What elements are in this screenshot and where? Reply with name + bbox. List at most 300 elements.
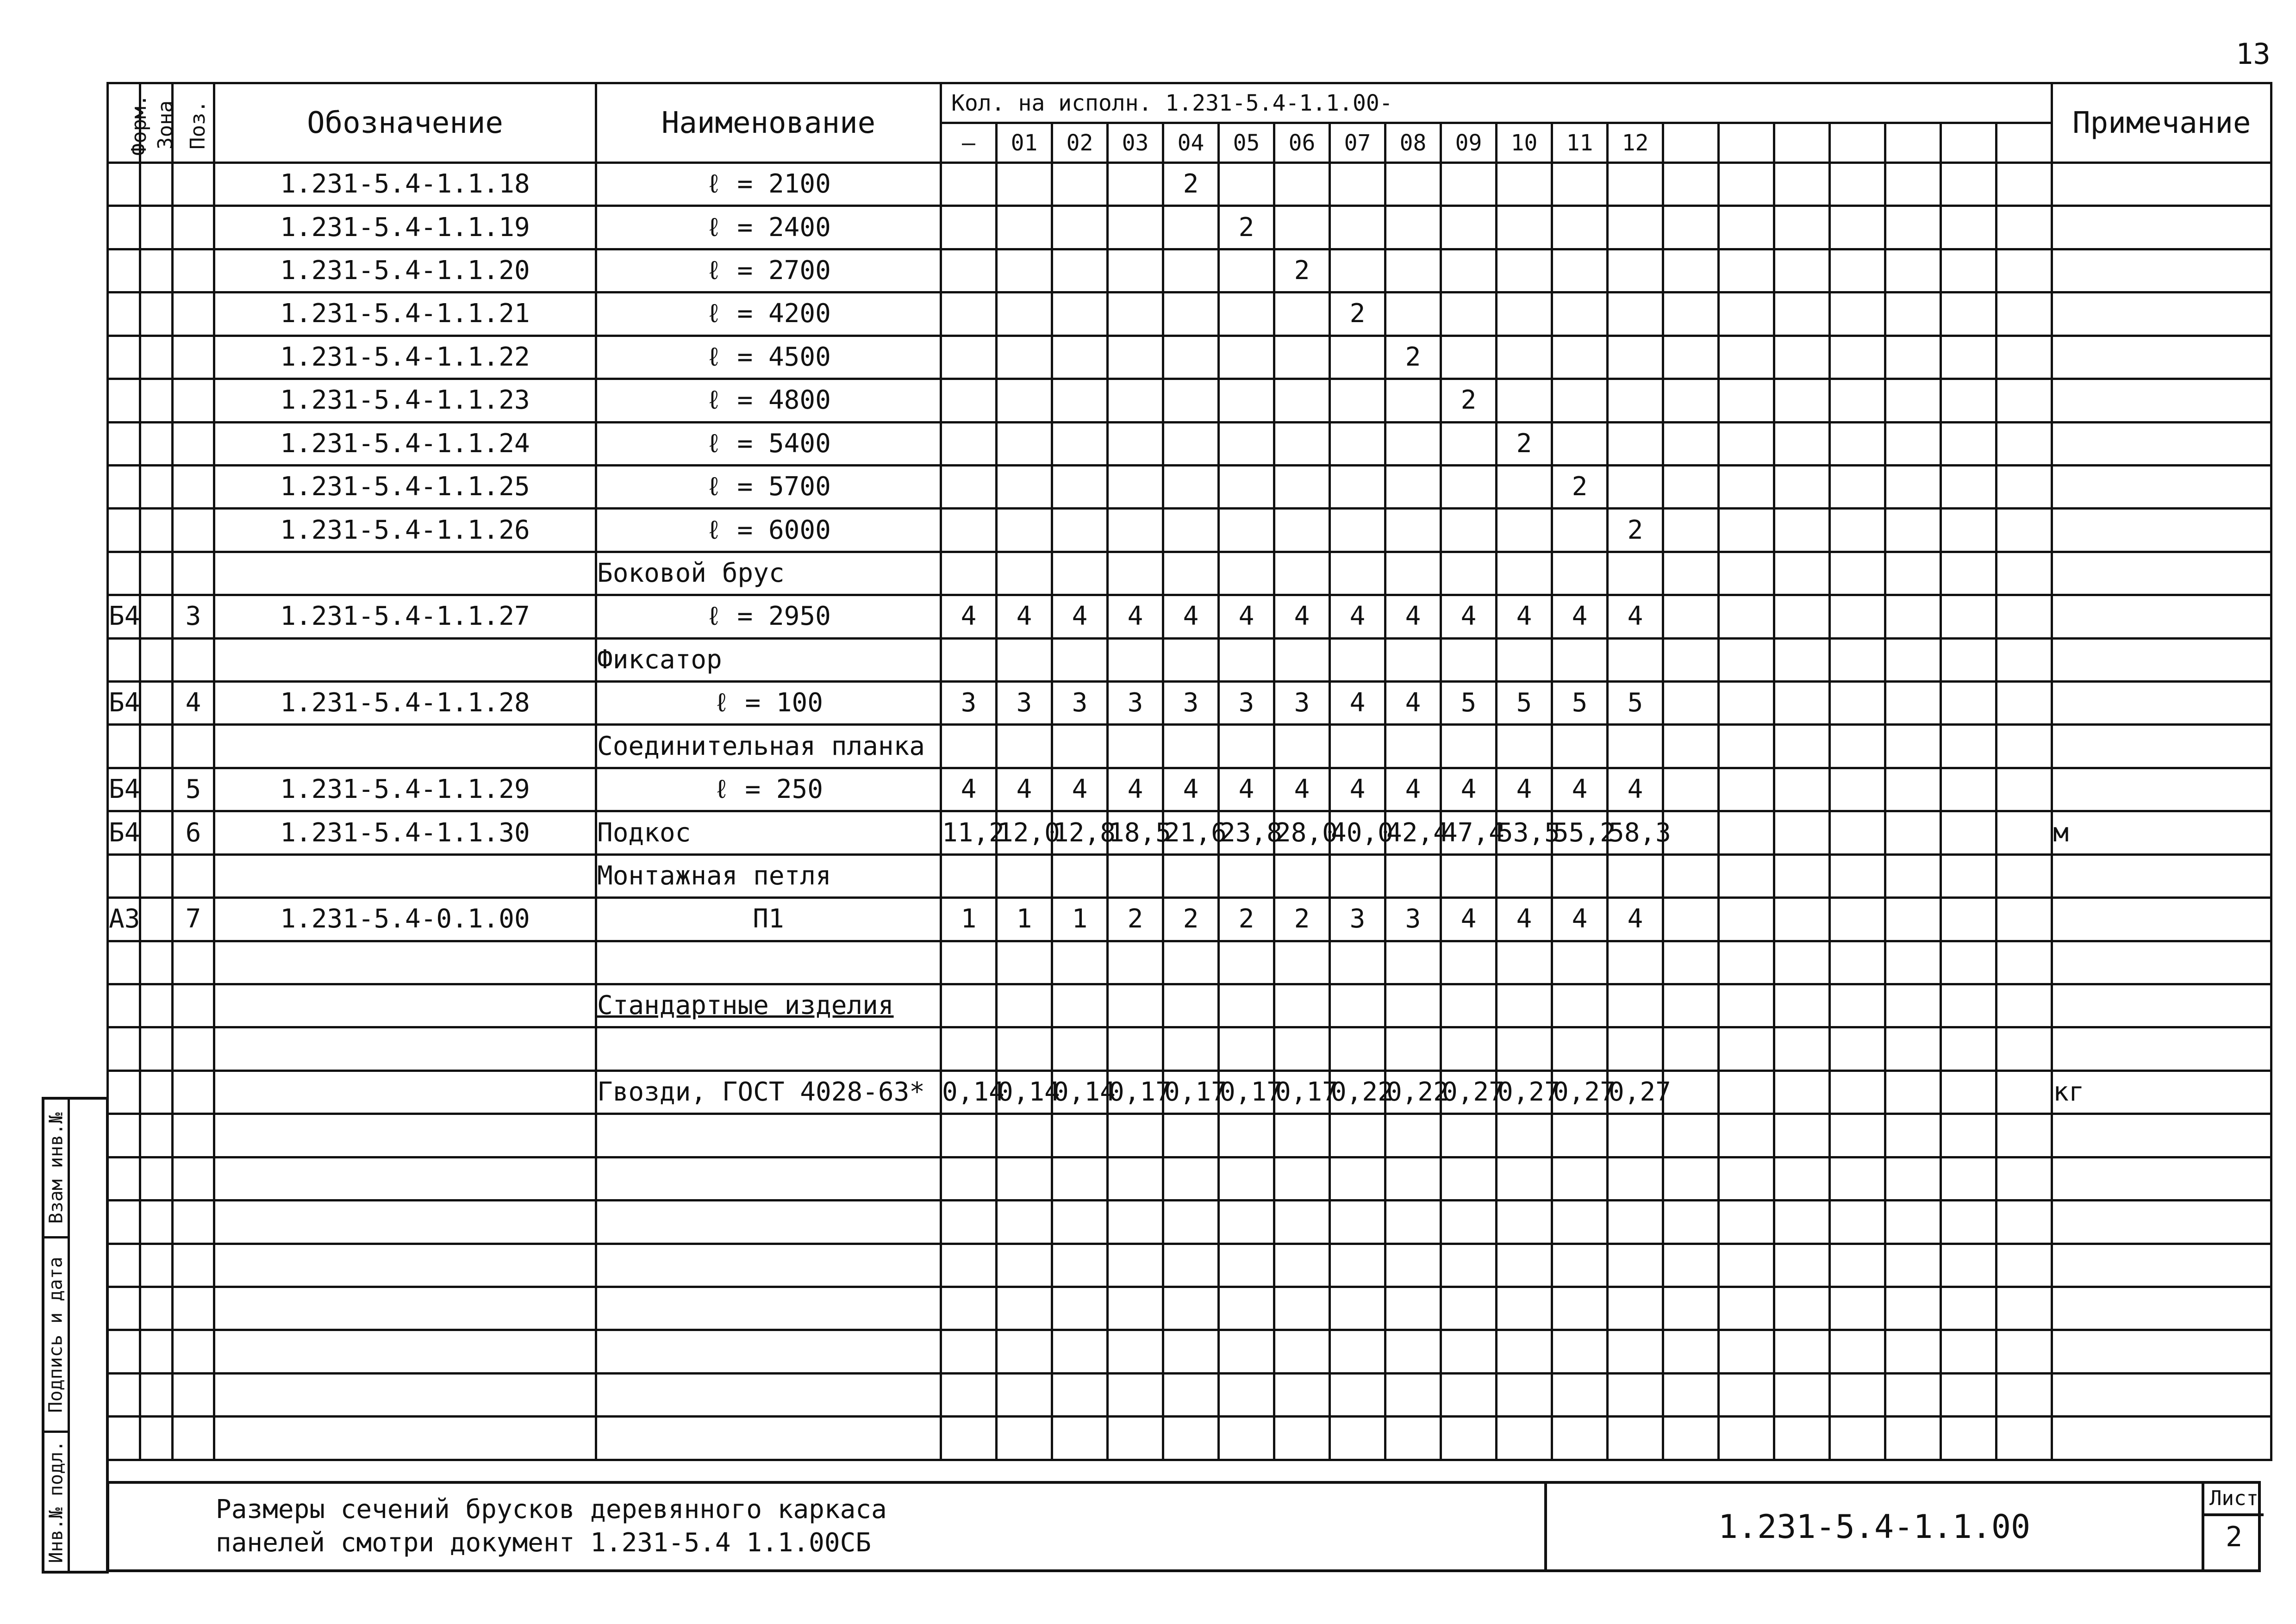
row-qty-cell (1052, 552, 1108, 595)
row-qty-cell (1163, 465, 1219, 508)
row-qty-cell (1830, 379, 1885, 422)
row-qty-cell (1219, 552, 1274, 595)
row-pos: 5 (173, 768, 214, 811)
row-qty-cell (1385, 1244, 1441, 1287)
title-block (106, 1481, 2261, 1572)
row-qty-cell (1497, 379, 1552, 422)
row-qty-cell (1441, 638, 1497, 681)
row-qty-cell (1663, 1070, 1719, 1114)
row-qty-cell (1552, 206, 1608, 249)
row-qty-cell (1608, 1244, 1663, 1287)
row-qty-cell (1163, 1244, 1219, 1287)
row-qty-cell (1885, 292, 1941, 336)
row-qty-cell (1774, 1330, 1830, 1373)
variant-header-cell: 02 (1052, 123, 1108, 163)
row-qty-cell (1830, 1027, 1885, 1070)
row-qty-cell (1997, 336, 2052, 379)
row-qty-cell (1663, 552, 1719, 595)
row-name: ℓ = 2100 (596, 163, 941, 206)
row-qty-cell (1108, 638, 1163, 681)
row-qty-cell (1219, 638, 1274, 681)
row-qty-cell: 47,4 (1441, 811, 1497, 854)
row-designation (214, 1417, 596, 1460)
row-qty-cell (1608, 465, 1663, 508)
row-qty-cell: 4 (1441, 595, 1497, 638)
row-pos (173, 1244, 214, 1287)
row-qty-cell (997, 1417, 1052, 1460)
row-pos: 4 (173, 682, 214, 725)
row-form (108, 163, 140, 206)
row-qty-cell (1108, 1287, 1163, 1330)
row-qty-cell (1941, 552, 1997, 595)
row-qty-cell: 4 (1219, 595, 1274, 638)
row-qty-cell (1108, 206, 1163, 249)
row-qty-cell (1385, 379, 1441, 422)
row-qty-cell (1608, 422, 1663, 465)
row-form (108, 1201, 140, 1244)
row-qty-cell (1719, 1027, 1774, 1070)
row-form (108, 984, 140, 1027)
sheet-label: Лист (2204, 1484, 2264, 1516)
row-qty-cell (1552, 638, 1608, 681)
header-designation: Обозначение (214, 83, 596, 163)
row-qty-cell (1719, 379, 1774, 422)
row-qty-cell (1774, 1417, 1830, 1460)
table-row (108, 854, 2271, 897)
row-note (2052, 638, 2271, 681)
row-qty-cell (1052, 941, 1108, 984)
row-qty-cell: 4 (941, 595, 997, 638)
row-qty-cell (1330, 1157, 1385, 1200)
row-form (108, 1027, 140, 1070)
table-row (108, 163, 2271, 206)
row-qty-cell (1552, 1287, 1608, 1330)
row-pos (173, 725, 214, 768)
row-qty-cell (1497, 1027, 1552, 1070)
table-row (108, 1330, 2271, 1373)
row-qty-cell (1163, 1330, 1219, 1373)
row-qty-cell (1885, 1417, 1941, 1460)
row-note (2052, 163, 2271, 206)
row-qty-cell (1941, 1330, 1997, 1373)
row-qty-cell (1719, 206, 1774, 249)
row-qty-cell (1441, 1330, 1497, 1373)
row-qty-cell (1997, 422, 2052, 465)
table-row (108, 509, 2271, 552)
row-note (2052, 509, 2271, 552)
row-qty-cell (997, 465, 1052, 508)
row-pos (173, 638, 214, 681)
row-qty-cell (997, 422, 1052, 465)
row-designation: 1.231-5.4-1.1.20 (214, 249, 596, 292)
row-qty-cell (1719, 984, 1774, 1027)
row-qty-cell: 5 (1608, 682, 1663, 725)
row-qty-cell (941, 1373, 997, 1416)
row-qty-cell (1163, 292, 1219, 336)
row-name: П1 (596, 898, 941, 941)
row-qty-cell (1219, 1417, 1274, 1460)
row-qty-cell: 0,17 (1163, 1070, 1219, 1114)
row-qty-cell (1108, 854, 1163, 897)
row-zone (140, 465, 173, 508)
row-qty-cell (1774, 1114, 1830, 1157)
row-qty-cell (997, 941, 1052, 984)
row-qty-cell (1830, 1373, 1885, 1416)
table-row (108, 1201, 2271, 1244)
row-qty-cell (1719, 1157, 1774, 1200)
row-qty-cell: 2 (1219, 898, 1274, 941)
row-qty-cell (1274, 725, 1330, 768)
row-qty-cell (1941, 336, 1997, 379)
row-qty-cell: 3 (1274, 682, 1330, 725)
row-qty-cell (1941, 638, 1997, 681)
row-note (2052, 1373, 2271, 1416)
row-qty-cell (1941, 1201, 1997, 1244)
row-qty-cell (1497, 465, 1552, 508)
row-name: ℓ = 4200 (596, 292, 941, 336)
row-qty-cell (1830, 1157, 1885, 1200)
row-qty-cell (1385, 1027, 1441, 1070)
row-qty-cell (1997, 638, 2052, 681)
row-name (596, 1244, 941, 1287)
table-row (108, 336, 2271, 379)
row-qty-cell (997, 336, 1052, 379)
row-qty-cell (1552, 1027, 1608, 1070)
row-note (2052, 552, 2271, 595)
row-qty-cell (1274, 336, 1330, 379)
row-qty-cell (1330, 854, 1385, 897)
row-qty-cell (1330, 422, 1385, 465)
row-qty-cell (941, 1114, 997, 1157)
row-qty-cell (1163, 1417, 1219, 1460)
row-qty-cell (1830, 1330, 1885, 1373)
row-qty-cell (1997, 509, 2052, 552)
row-qty-cell (1885, 595, 1941, 638)
row-qty-cell (1830, 768, 1885, 811)
row-qty-cell: 2 (1219, 206, 1274, 249)
row-designation: 1.231-5.4-1.1.23 (214, 379, 596, 422)
variant-header-cell: 09 (1441, 123, 1497, 163)
row-qty-cell (1885, 1287, 1941, 1330)
row-pos (173, 1070, 214, 1114)
row-qty-cell (1997, 811, 2052, 854)
row-qty-cell (1663, 638, 1719, 681)
row-qty-cell (1719, 854, 1774, 897)
row-designation (214, 1330, 596, 1373)
row-qty-cell (1552, 725, 1608, 768)
row-qty-cell (1719, 292, 1774, 336)
row-zone (140, 336, 173, 379)
row-qty-cell (1885, 984, 1941, 1027)
row-qty-cell (997, 509, 1052, 552)
row-qty-cell: 0,14 (1052, 1070, 1108, 1114)
row-qty-cell (1385, 1157, 1441, 1200)
row-qty-cell (1830, 941, 1885, 984)
row-qty-cell: 0,22 (1385, 1070, 1441, 1114)
row-qty-cell (1719, 941, 1774, 984)
row-qty-cell (997, 379, 1052, 422)
row-qty-cell (1997, 206, 2052, 249)
variant-header-cell (1941, 123, 1997, 163)
row-qty-cell: 3 (1052, 682, 1108, 725)
row-form (108, 1417, 140, 1460)
row-form (108, 422, 140, 465)
row-qty-cell: 5 (1497, 682, 1552, 725)
row-qty-cell (1941, 768, 1997, 811)
row-qty-cell (1219, 422, 1274, 465)
row-note (2052, 336, 2271, 379)
row-qty-cell (1997, 768, 2052, 811)
row-qty-cell (1663, 379, 1719, 422)
header-form-label: Форм. (127, 94, 151, 156)
row-qty-cell: 4 (1219, 768, 1274, 811)
row-zone (140, 163, 173, 206)
table-row (108, 552, 2271, 595)
row-zone (140, 1027, 173, 1070)
row-qty-cell (1274, 1114, 1330, 1157)
row-qty-cell (1941, 249, 1997, 292)
row-designation (214, 1114, 596, 1157)
row-qty-cell: 4 (1608, 595, 1663, 638)
row-qty-cell (1108, 1330, 1163, 1373)
row-qty-cell (1830, 1114, 1885, 1157)
row-qty-cell (1274, 1287, 1330, 1330)
row-qty-cell (1885, 509, 1941, 552)
row-qty-cell: 4 (1608, 898, 1663, 941)
row-qty-cell (1274, 984, 1330, 1027)
row-name: ℓ = 2950 (596, 595, 941, 638)
header-note: Примечание (2052, 83, 2271, 163)
row-qty-cell (1552, 163, 1608, 206)
row-qty-cell (1441, 249, 1497, 292)
table-row (108, 1114, 2271, 1157)
row-qty-cell (1274, 1157, 1330, 1200)
stamp-divider (68, 1100, 70, 1571)
row-qty-cell (1219, 1201, 1274, 1244)
row-name (596, 1201, 941, 1244)
variant-header-cell: 07 (1330, 123, 1385, 163)
row-qty-cell (1163, 379, 1219, 422)
row-qty-cell (1885, 206, 1941, 249)
row-qty-cell: 11,2 (941, 811, 997, 854)
row-qty-cell (1497, 725, 1552, 768)
row-qty-cell (1052, 1417, 1108, 1460)
row-qty-cell: 4 (1552, 595, 1608, 638)
row-qty-cell (1830, 292, 1885, 336)
row-qty-cell (1163, 854, 1219, 897)
row-qty-cell (1497, 206, 1552, 249)
row-zone (140, 422, 173, 465)
row-qty-cell (1108, 163, 1163, 206)
row-name: ℓ = 4800 (596, 379, 941, 422)
row-zone (140, 206, 173, 249)
row-form (108, 249, 140, 292)
variant-header-cell: 06 (1274, 123, 1330, 163)
row-qty-cell (1885, 465, 1941, 508)
row-qty-cell (1219, 1330, 1274, 1373)
row-qty-cell (1274, 422, 1330, 465)
row-qty-cell (941, 422, 997, 465)
row-qty-cell (1719, 1070, 1774, 1114)
row-qty-cell (1663, 1027, 1719, 1070)
row-qty-cell (1219, 379, 1274, 422)
row-qty-cell (1941, 595, 1997, 638)
row-qty-cell: 4 (1330, 682, 1385, 725)
row-qty-cell (1330, 336, 1385, 379)
row-qty-cell (1997, 465, 2052, 508)
row-qty-cell (1497, 1373, 1552, 1416)
row-qty-cell (997, 292, 1052, 336)
row-qty-cell (1774, 984, 1830, 1027)
row-note (2052, 1157, 2271, 1200)
row-zone (140, 292, 173, 336)
row-designation: 1.231-5.4-1.1.25 (214, 465, 596, 508)
row-qty-cell (1830, 725, 1885, 768)
row-qty-cell (1719, 1330, 1774, 1373)
row-form: А3 (108, 898, 140, 941)
row-note (2052, 206, 2271, 249)
row-qty-cell (1608, 1157, 1663, 1200)
row-note (2052, 984, 2271, 1027)
row-zone (140, 509, 173, 552)
row-qty-cell: 4 (1497, 768, 1552, 811)
variant-header-cell: 03 (1108, 123, 1163, 163)
row-qty-cell (1608, 1373, 1663, 1416)
row-qty-cell (1719, 725, 1774, 768)
row-qty-cell (997, 638, 1052, 681)
row-qty-cell (1830, 638, 1885, 681)
row-qty-cell (1830, 1417, 1885, 1460)
table-row (108, 638, 2271, 681)
row-designation: 1.231-5.4-1.1.29 (214, 768, 596, 811)
row-qty-cell (1774, 1157, 1830, 1200)
row-qty-cell (1941, 465, 1997, 508)
row-qty-cell (1941, 509, 1997, 552)
row-qty-cell: 5 (1441, 682, 1497, 725)
row-qty-cell (1885, 163, 1941, 206)
row-qty-cell (1830, 854, 1885, 897)
row-qty-cell (1774, 552, 1830, 595)
row-qty-cell: 2 (1108, 898, 1163, 941)
row-qty-cell (1052, 422, 1108, 465)
row-qty-cell (941, 465, 997, 508)
row-designation: 1.231-5.4-1.1.26 (214, 509, 596, 552)
row-pos (173, 163, 214, 206)
row-qty-cell (1052, 725, 1108, 768)
row-form (108, 552, 140, 595)
row-qty-cell: 0,17 (1274, 1070, 1330, 1114)
row-qty-cell (1441, 1027, 1497, 1070)
row-qty-cell (1052, 163, 1108, 206)
row-qty-cell: 53,5 (1497, 811, 1552, 854)
row-qty-cell (1441, 1114, 1497, 1157)
row-qty-cell (997, 1157, 1052, 1200)
row-qty-cell (941, 1330, 997, 1373)
row-qty-cell: 2 (1552, 465, 1608, 508)
row-qty-cell: 0,27 (1608, 1070, 1663, 1114)
row-note (2052, 1244, 2271, 1287)
row-form (108, 206, 140, 249)
row-qty-cell: 4 (1385, 682, 1441, 725)
row-qty-cell (1497, 249, 1552, 292)
row-zone (140, 1201, 173, 1244)
row-qty-cell (1885, 1373, 1941, 1416)
row-qty-cell: 2 (1441, 379, 1497, 422)
row-qty-cell (1663, 465, 1719, 508)
row-qty-cell (1997, 1417, 2052, 1460)
row-qty-cell (1163, 1201, 1219, 1244)
row-qty-cell (1663, 336, 1719, 379)
row-qty-cell (1108, 1157, 1163, 1200)
row-qty-cell (1219, 854, 1274, 897)
row-qty-cell (1108, 1027, 1163, 1070)
row-note (2052, 1027, 2271, 1070)
row-qty-cell (1997, 1027, 2052, 1070)
row-qty-cell (1830, 898, 1885, 941)
row-name (596, 1114, 941, 1157)
row-qty-cell (1552, 509, 1608, 552)
stamp-inv-replace (44, 1100, 68, 1238)
row-qty-cell (1830, 1287, 1885, 1330)
row-designation (214, 552, 596, 595)
row-qty-cell (1385, 638, 1441, 681)
row-qty-cell (1441, 1201, 1497, 1244)
stamp-sign-date-label: Подпись и дата (45, 1256, 67, 1413)
row-qty-cell (1663, 854, 1719, 897)
row-qty-cell (1608, 163, 1663, 206)
row-name: ℓ = 5700 (596, 465, 941, 508)
row-qty-cell (997, 552, 1052, 595)
row-qty-cell (1997, 292, 2052, 336)
row-qty-cell (1663, 768, 1719, 811)
row-qty-cell (1441, 725, 1497, 768)
row-qty-cell (1885, 1201, 1941, 1244)
row-qty-cell (1274, 1417, 1330, 1460)
variant-header-cell: 12 (1608, 123, 1663, 163)
row-qty-cell: 0,27 (1497, 1070, 1552, 1114)
row-qty-cell (1997, 1114, 2052, 1157)
row-qty-cell (941, 638, 997, 681)
row-qty-cell (1885, 768, 1941, 811)
row-qty-cell (1441, 1417, 1497, 1460)
row-qty-cell (1497, 854, 1552, 897)
row-qty-cell (1219, 941, 1274, 984)
row-qty-cell (941, 379, 997, 422)
title-block-note-line2: панелей смотри документ 1.231-5.4 1.1.00СБ (216, 1528, 872, 1558)
row-name (596, 1027, 941, 1070)
row-qty-cell (1552, 941, 1608, 984)
row-qty-cell (1219, 1373, 1274, 1416)
row-form (108, 509, 140, 552)
row-qty-cell (1774, 725, 1830, 768)
row-qty-cell (1052, 984, 1108, 1027)
row-qty-cell (1608, 1330, 1663, 1373)
row-qty-cell (1774, 1201, 1830, 1244)
row-qty-cell: 28,0 (1274, 811, 1330, 854)
row-qty-cell (1774, 638, 1830, 681)
table-row (108, 682, 2271, 725)
row-qty-cell (1163, 552, 1219, 595)
row-qty-cell (1774, 941, 1830, 984)
row-qty-cell (1608, 249, 1663, 292)
row-qty-cell: 3 (997, 682, 1052, 725)
row-note (2052, 1417, 2271, 1460)
row-qty-cell (1385, 941, 1441, 984)
row-qty-cell (1885, 941, 1941, 984)
row-qty-cell (1385, 509, 1441, 552)
stamp-inv-replace-label: Взам инв.№ (45, 1112, 67, 1224)
row-qty-cell (1885, 1330, 1941, 1373)
